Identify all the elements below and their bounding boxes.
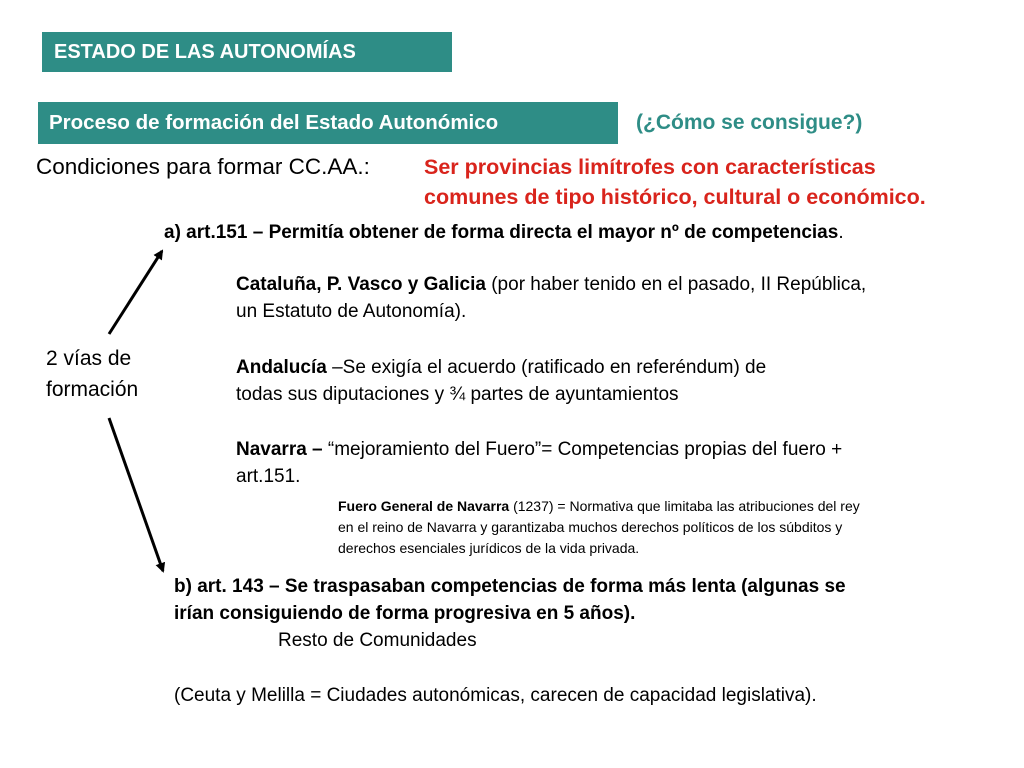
andalucia-line-1 — [236, 355, 766, 381]
catalonia-name: Cataluña, P. Vasco y Galicia — [236, 274, 486, 295]
catalonia-line-1 — [236, 272, 866, 298]
arrow-down — [109, 418, 163, 571]
fuero-text: (1237) = Normativa que limitaba las atribuciones del rey — [509, 498, 860, 514]
fuero-line-3: derechos esenciales jurídicos de la vida privada. — [338, 540, 640, 556]
route-b-heading-1: b) art. 143 – Se traspasaban competencias de forma más lenta (algunas se — [174, 576, 846, 597]
route-a-heading-text: a) art.151 – Permitía obtener de forma directa el mayor nº de competencias — [164, 222, 839, 243]
route-b-heading-2: irían consiguiendo de forma progresiva en 5 años). — [174, 603, 636, 624]
andalucia-line-2: todas sus diputaciones y ¾ partes de ayuntamientos — [236, 384, 679, 405]
conditions-label: Condiciones para formar CC.AA.: — [36, 154, 370, 179]
fuero-line-2: en el reino de Navarra y garantizaba muchos derechos políticos de los súbditos y — [338, 519, 843, 535]
route-a-heading-end: . — [838, 222, 844, 243]
andalucia-name: Andalucía — [236, 357, 327, 378]
catalonia-text: (por haber tenido en el pasado, II República, — [485, 274, 867, 295]
route-a-heading — [164, 220, 844, 246]
route-b-note: (Ceuta y Melilla = Ciudades autonómicas, carecen de capacidad legislativa). — [174, 685, 817, 706]
question-text: (¿Cómo se consigue?) — [636, 111, 863, 134]
ways-label-1: 2 vías de — [46, 347, 132, 370]
navarra-line-2: art.151. — [236, 466, 301, 487]
andalucia-text: –Se exigía el acuerdo (ratificado en referéndum) de — [326, 357, 767, 378]
navarra-line-1 — [236, 437, 842, 463]
conditions-line-1: Ser provincias limítrofes con características — [424, 155, 876, 179]
fuero-name: Fuero General de Navarra — [338, 498, 510, 514]
navarra-name: Navarra – — [236, 439, 323, 460]
fuero-line-1 — [338, 497, 860, 516]
arrow-up — [109, 251, 162, 334]
catalonia-line-2: un Estatuto de Autonomía). — [236, 301, 467, 322]
navarra-text: “mejoramiento del Fuero”= Competencias propias del fuero + — [322, 439, 843, 460]
page-title: ESTADO DE LAS AUTONOMÍAS — [54, 40, 356, 63]
ways-label-2: formación — [46, 378, 139, 401]
section-subtitle: Proceso de formación del Estado Autonómico — [49, 111, 499, 134]
conditions-line-2: comunes de tipo histórico, cultural o económico. — [424, 185, 926, 209]
route-b-rest: Resto de Comunidades — [278, 630, 477, 651]
